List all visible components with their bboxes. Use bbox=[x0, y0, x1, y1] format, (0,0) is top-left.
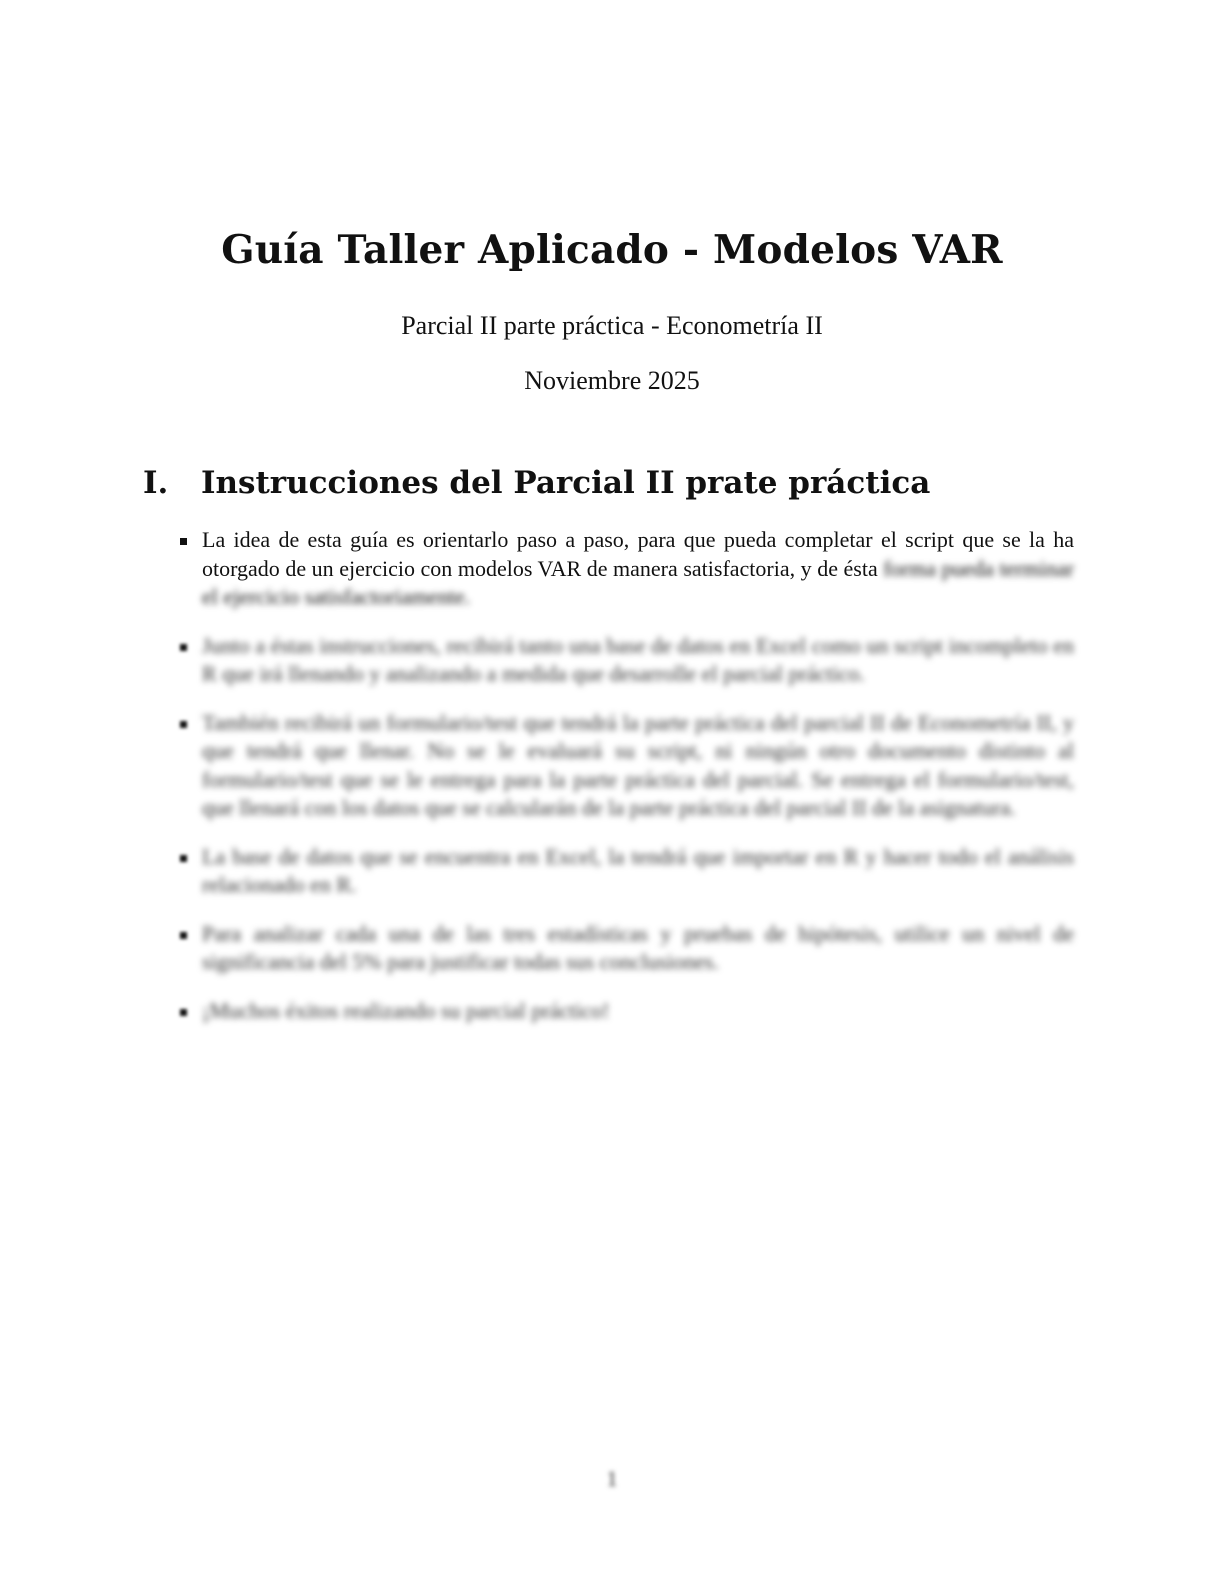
list-item bbox=[180, 526, 1074, 612]
instructions-list bbox=[180, 526, 1074, 1045]
section-number: I. bbox=[143, 465, 169, 501]
list-item-text: Junto a éstas instrucciones, recibirá tanto una base de datos en Excel como un script incompleto en R que irá llenando y analizando a medida que desarrolle el parcial práctico. bbox=[202, 632, 1074, 686]
bullet-square-icon bbox=[180, 855, 187, 862]
bullet-square-icon bbox=[180, 1009, 187, 1016]
list-item-text-tail: forma pueda terminar el ejercicio satisfactoriamente. bbox=[202, 555, 1075, 609]
page-number: 1 bbox=[606, 1466, 618, 1491]
section-heading bbox=[143, 462, 930, 504]
list-item-text: ¡Muchos éxitos realizando su parcial práctico! bbox=[202, 997, 610, 1023]
document-subtitle: Parcial II parte práctica - Econometría II bbox=[401, 311, 823, 340]
list-item-text: Para analizar cada una de las tres estadísticas y pruebas de hipótesis, utilice un nivel de significancia del 5% para justificar todas sus conclusiones. bbox=[202, 920, 1074, 974]
bullet-square-icon bbox=[180, 644, 187, 651]
list-item-text: La base de datos que se encuentra en Excel, la tendrá que importar en R y hacer todo el análisis relacionado en R. bbox=[202, 843, 1074, 897]
list-item bbox=[180, 920, 1074, 977]
document-date: Noviembre 2025 bbox=[524, 366, 700, 395]
bullet-square-icon bbox=[180, 932, 187, 939]
list-item-text: También recibirá un formulario/test que tendrá la parte práctica del parcial II de Econometría II, y que tendrá que llenar. No se le evaluará su script, ni ningún otro documento distinto al formulario/test que se le entrega para la parte práctica del parcial. Se entrega el formulario/test, que llenará con los datos que se calcularán de la parte práctica del parcial II de la asignatura. bbox=[202, 709, 1074, 820]
list-item-text-main: La idea de esta guía es orientarlo paso a paso, para que pueda completar el script que se la ha otorgado de un ejercicio con modelos VAR de manera satisfactoria, y de ésta bbox=[202, 527, 1074, 581]
list-item bbox=[180, 632, 1074, 689]
list-item bbox=[180, 997, 1074, 1026]
list-item bbox=[180, 709, 1074, 823]
section-title: Instrucciones del Parcial II prate práctica bbox=[201, 465, 931, 501]
bullet-square-icon bbox=[180, 721, 187, 728]
bullet-square-icon bbox=[180, 538, 187, 545]
list-item-text bbox=[202, 527, 1074, 609]
document-title: Guía Taller Aplicado - Modelos VAR bbox=[221, 227, 1003, 273]
list-item bbox=[180, 843, 1074, 900]
